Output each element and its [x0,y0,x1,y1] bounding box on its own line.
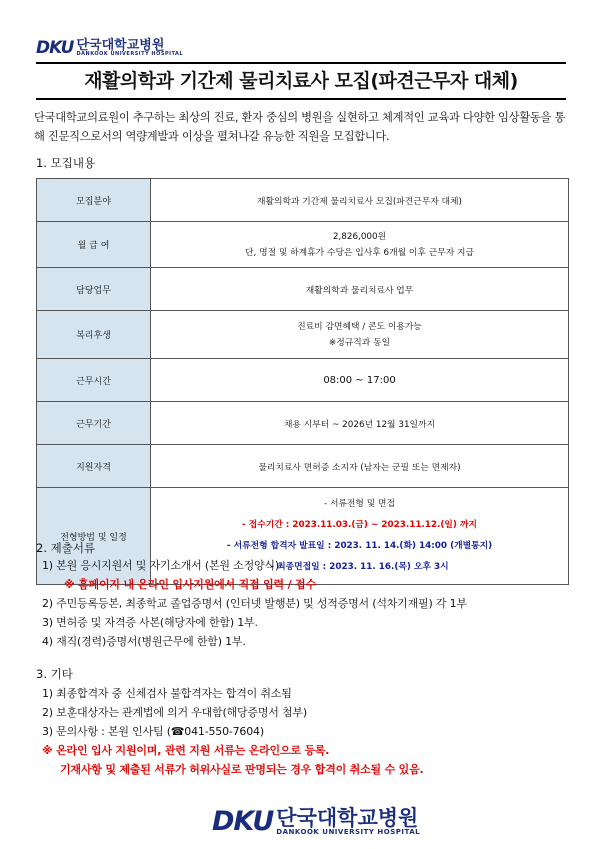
schedule-item-final-interview: - 최종면접일 : 2023. 11. 16.(목) 오후 3시 [270,562,449,572]
row-label: 월 급 여 [37,222,151,268]
row-label: 전형방법 및 일정 [37,488,151,585]
hospital-logo-bottom [212,806,420,837]
row-value [151,268,569,311]
list-item: 2) 주민등록등본, 최종학교 졸업증명서 (인터넷 발행분) 및 성적증명서 (석차기재필) 각 1부 [42,597,467,610]
page-title: 재활의학과 기간제 물리치료사 모집(파견근무자 대체) [84,70,518,92]
section-heading-recruitment: 1. 모집내용 [36,156,96,170]
title-bottom-rule [36,98,566,100]
table-row [37,402,569,445]
value-line: 재활의학과 기간제 물리치료사 모집(파견근무자 대체) [256,196,462,207]
row-label: 근무기간 [37,402,151,445]
list-item: 1) 본원 응시지원서 및 자기소개서 (본원 소정양식) [42,559,279,572]
dku-logo-mark: DKU [212,806,274,837]
row-value [151,359,569,402]
row-value [151,311,569,359]
list-item: 3) 문의사항 : 본원 인사팀 (☎041-550-7604) [42,725,264,738]
value-line: 2,826,000원 [332,231,387,242]
table-row [37,311,569,359]
title-top-rule [36,62,566,64]
row-label: 근무시간 [37,359,151,402]
schedule-item-application-period: - 접수기간 : 2023.11.03.(금) ~ 2023.11.12.(일) 까지 [242,520,477,530]
list-item-warning: ※ 온라인 입사 지원이며, 관련 지원 서류는 온라인으로 등록. [42,744,330,757]
list-item-warning: 기재사항 및 제출된 서류가 허위사실로 판명되는 경우 합격이 취소될 수 있음. [60,763,424,776]
list-item: 2) 보훈대상자는 관계법에 의거 우대함(해당증명서 첨부) [42,706,307,719]
row-value [151,402,569,445]
value-line: 재활의학과 물리치료사 업무 [305,285,414,296]
table-row [37,268,569,311]
row-label: 복리후생 [37,311,151,359]
value-line: 단, 명절 및 하계휴가 수당은 입사후 6개월 이후 근무자 지급 [244,247,474,258]
list-item: 3) 면허증 및 자격증 사본(해당자에 한함) 1부. [42,616,258,629]
documents-list [42,556,582,651]
row-value [151,179,569,222]
list-item: 4) 재직(경력)증명서(병원근무에 한함) 1부. [42,635,246,648]
intro-paragraph: 단국대학교의료원이 추구하는 최상의 진료, 환자 중심의 병원을 실현하고 체계적인 교육과 다양한 임상활동을 통해 진문직으로서의 역량계발과 이상을 펼쳐나갈 유능한 직원을 모집합니다. [34,111,565,143]
row-label: 담당업무 [37,268,151,311]
value-line: 08:00 ~ 17:00 [323,374,396,386]
hospital-logo-top [36,38,183,58]
table-row [37,222,569,268]
logo-english-name: DANKOOK UNIVERSITY HOSPITAL [76,51,184,57]
schedule-item-announcement: - 서류전형 합격자 발표일 : 2023. 11. 14.(화) 14:00 (개별통지) [226,541,493,551]
logo-korean-name: 단국대학교병원 [276,805,419,830]
section-heading-other: 3. 기타 [36,667,73,681]
value-line: 물리치료사 면허증 소지자 (남자는 군필 또는 면제자) [258,462,461,473]
value-line: ※정규직과 동일 [328,337,391,348]
table-row [37,359,569,402]
table-row [37,179,569,222]
list-item-note: ※ 홈페이지 내 온라인 입사지원에서 직접 입력 / 접수 [64,578,316,591]
logo-korean-name: 단국대학교병원 [76,38,165,53]
recruitment-table [36,178,569,585]
row-value [151,222,569,268]
other-list [42,684,582,779]
value-line: 채용 시부터 ~ 2026년 12월 31일까지 [283,419,436,430]
row-label: 지원자격 [37,445,151,488]
section-heading-documents: 2. 제출서류 [36,541,96,555]
logo-english-name: DANKOOK UNIVERSITY HOSPITAL [276,827,421,836]
schedule-item: - 서류전형 및 면접 [323,499,396,509]
row-label: 모집분야 [37,179,151,222]
value-line: 진료비 감면혜택 / 콘도 이용가능 [297,321,422,332]
table-row [37,445,569,488]
list-item: 1) 최종합격자 중 신체검사 불합격자는 합격이 취소됨 [42,687,292,700]
dku-logo-mark: DKU [36,38,74,58]
row-value [151,445,569,488]
